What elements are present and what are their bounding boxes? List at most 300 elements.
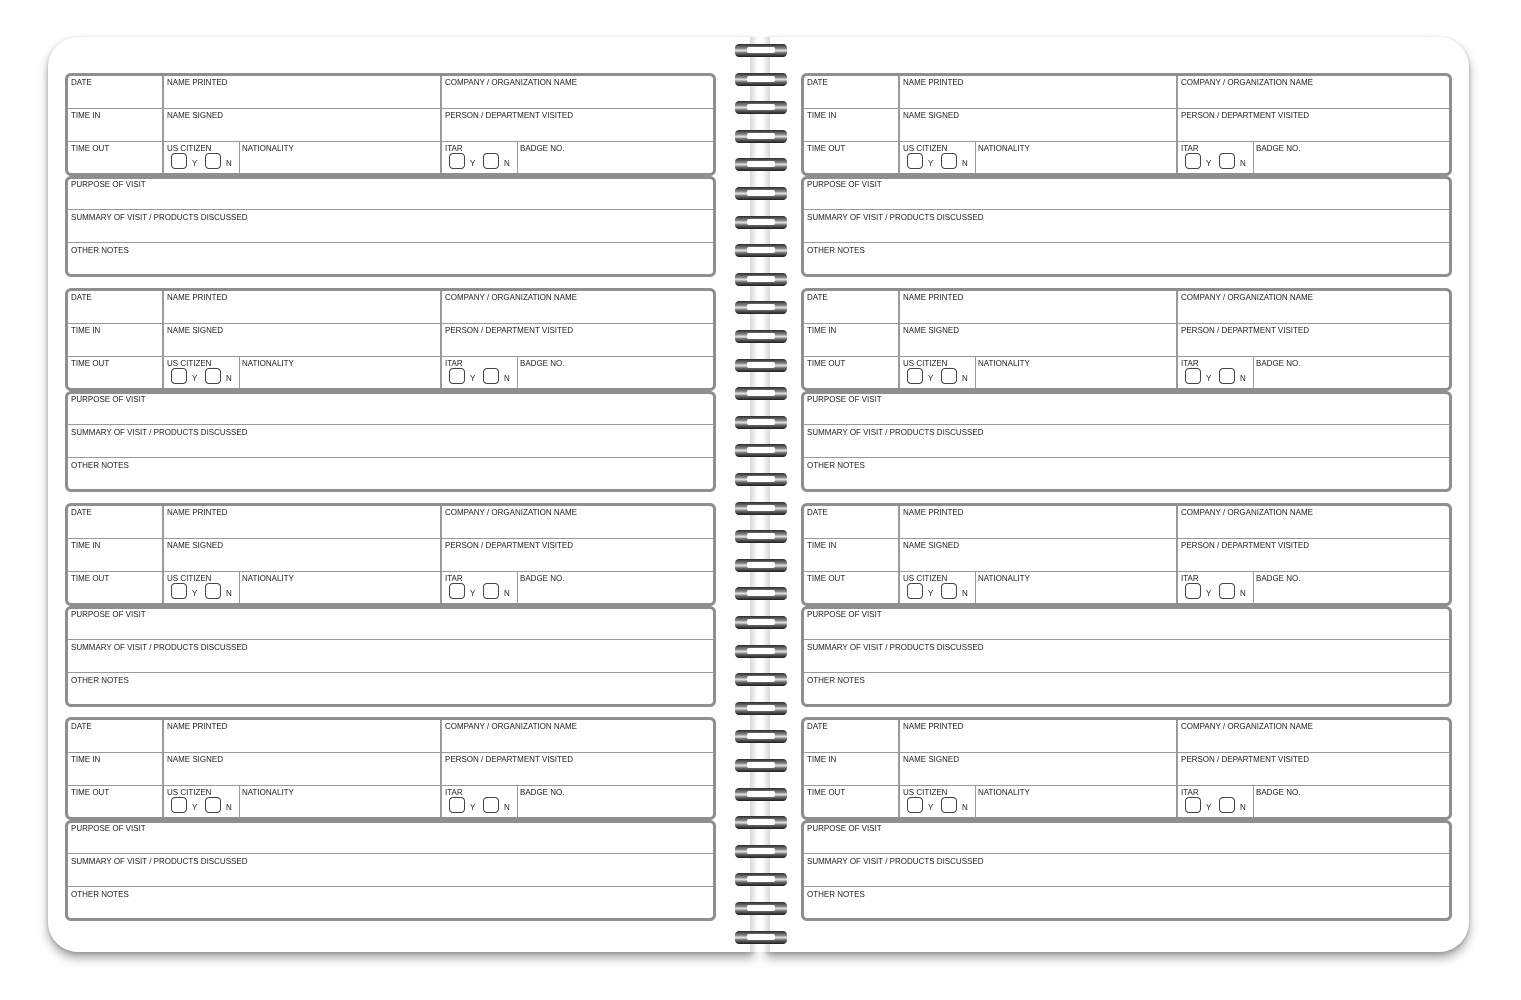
spiral-coil [733,814,789,832]
spiral-coil [733,242,789,260]
itar-no-checkbox[interactable] [483,583,499,599]
badge-no-label: BADGE NO. [520,574,565,583]
itar-yes-label: Y [470,374,476,383]
name-signed-label: NAME SIGNED [167,326,224,335]
company-label: COMPANY / ORGANIZATION NAME [445,508,578,517]
name-signed-label: NAME SIGNED [167,755,224,764]
us-citizen-yes-label: Y [928,374,934,383]
column-divider [162,291,164,388]
visit-details-box [801,391,1452,492]
column-divider [162,76,164,173]
time-out-label: TIME OUT [71,574,110,583]
itar-no-label: N [1240,803,1246,812]
binding-hole [747,905,775,911]
itar-no-checkbox[interactable] [1219,153,1235,169]
us-citizen-yes-checkbox[interactable] [171,583,187,599]
company-label: COMPANY / ORGANIZATION NAME [1181,78,1314,87]
purpose-label: PURPOSE OF VISIT [71,395,146,404]
binding-hole [747,47,775,53]
time-out-label: TIME OUT [807,144,846,153]
row-divider [68,242,713,243]
purpose-label: PURPOSE OF VISIT [807,824,882,833]
spiral-coil [733,128,789,146]
nationality-label: NATIONALITY [978,144,1030,153]
time-in-label: TIME IN [807,111,837,120]
itar-no-label: N [504,374,510,383]
summary-label: SUMMARY OF VISIT / PRODUCTS DISCUSSED [807,643,984,652]
column-divider [440,291,442,388]
us-citizen-label: US CITIZEN [167,574,212,583]
row-divider [68,785,713,786]
nationality-label: NATIONALITY [978,359,1030,368]
column-divider [898,720,900,817]
visitor-record [801,73,1452,277]
row-divider [804,853,1449,854]
column-divider [1176,76,1178,173]
us-citizen-label: US CITIZEN [903,359,948,368]
binding-hole [747,619,775,625]
person-visited-label: PERSON / DEPARTMENT VISITED [445,326,574,335]
summary-label: SUMMARY OF VISIT / PRODUCTS DISCUSSED [71,213,248,222]
binding-hole [747,934,775,940]
itar-yes-label: Y [470,803,476,812]
row-divider [68,639,713,640]
spiral-coil [733,643,789,661]
spiral-coil [733,156,789,174]
itar-no-label: N [1240,374,1246,383]
us-citizen-no-checkbox[interactable] [941,368,957,384]
date-label: DATE [807,508,828,517]
column-divider [239,357,240,388]
spiral-coil [733,614,789,632]
company-label: COMPANY / ORGANIZATION NAME [1181,722,1314,731]
badge-no-label: BADGE NO. [1256,359,1301,368]
spiral-coil [733,900,789,918]
spiral-coil [733,414,789,432]
column-divider [517,572,518,603]
binding-hole [747,447,775,453]
nationality-label: NATIONALITY [242,574,294,583]
purpose-label: PURPOSE OF VISIT [807,610,882,619]
nationality-label: NATIONALITY [242,788,294,797]
itar-yes-label: Y [1206,589,1212,598]
itar-yes-checkbox[interactable] [1185,153,1201,169]
column-divider [898,291,900,388]
binding-hole [747,533,775,539]
itar-yes-checkbox[interactable] [449,797,465,813]
itar-no-label: N [1240,589,1246,598]
binding-hole [747,390,775,396]
visitor-record [65,503,716,707]
us-citizen-yes-checkbox[interactable] [907,153,923,169]
column-divider [1253,572,1254,603]
visitor-record [65,717,716,921]
us-citizen-label: US CITIZEN [903,574,948,583]
row-divider [804,538,1449,539]
itar-yes-checkbox[interactable] [1185,583,1201,599]
itar-label: ITAR [445,788,463,797]
time-out-label: TIME OUT [807,574,846,583]
person-visited-label: PERSON / DEPARTMENT VISITED [445,541,574,550]
us-citizen-yes-label: Y [928,803,934,812]
time-in-label: TIME IN [807,326,837,335]
row-divider [804,209,1449,210]
binding-hole [747,791,775,797]
us-citizen-yes-label: Y [928,159,934,168]
badge-no-label: BADGE NO. [520,144,565,153]
us-citizen-no-checkbox[interactable] [941,797,957,813]
us-citizen-label: US CITIZEN [903,144,948,153]
us-citizen-yes-label: Y [928,589,934,598]
spiral-coil [733,700,789,718]
visit-details-box [65,176,716,277]
date-label: DATE [71,508,92,517]
itar-no-checkbox[interactable] [1219,797,1235,813]
binding-hole [747,705,775,711]
visit-details-box [65,820,716,921]
binding-hole [747,133,775,139]
binding-hole [747,648,775,654]
row-divider [804,785,1449,786]
itar-no-label: N [504,159,510,168]
visitor-record [801,503,1452,707]
us-citizen-no-label: N [962,159,968,168]
binding-hole [747,219,775,225]
visitor-info-box [65,288,716,391]
spiral-coil [733,214,789,232]
badge-no-label: BADGE NO. [520,788,565,797]
spiral-coil [733,385,789,403]
purpose-label: PURPOSE OF VISIT [807,180,882,189]
visitor-record [65,288,716,492]
company-label: COMPANY / ORGANIZATION NAME [445,78,578,87]
row-divider [804,141,1449,142]
column-divider [1253,786,1254,817]
itar-no-checkbox[interactable] [1219,583,1235,599]
purpose-label: PURPOSE OF VISIT [71,824,146,833]
us-citizen-no-checkbox[interactable] [205,797,221,813]
us-citizen-yes-label: Y [192,589,198,598]
itar-yes-checkbox[interactable] [449,153,465,169]
spiral-coil [733,299,789,317]
column-divider [239,786,240,817]
itar-yes-checkbox[interactable] [449,368,465,384]
purpose-label: PURPOSE OF VISIT [71,610,146,619]
visitor-info-box [65,717,716,820]
itar-label: ITAR [445,359,463,368]
binding-hole [747,362,775,368]
visitor-info-box [65,503,716,606]
column-divider [162,506,164,603]
visitor-info-box [801,288,1452,391]
spiral-coil [733,843,789,861]
us-citizen-no-label: N [962,589,968,598]
itar-label: ITAR [1181,574,1199,583]
row-divider [804,242,1449,243]
itar-yes-checkbox[interactable] [449,583,465,599]
badge-no-label: BADGE NO. [1256,144,1301,153]
purpose-label: PURPOSE OF VISIT [71,180,146,189]
us-citizen-no-checkbox[interactable] [205,368,221,384]
name-signed-label: NAME SIGNED [903,111,960,120]
us-citizen-label: US CITIZEN [903,788,948,797]
itar-no-checkbox[interactable] [1219,368,1235,384]
row-divider [804,886,1449,887]
name-signed-label: NAME SIGNED [167,541,224,550]
nationality-label: NATIONALITY [242,359,294,368]
spiral-coil [733,185,789,203]
us-citizen-yes-label: Y [192,159,198,168]
name-printed-label: NAME PRINTED [903,78,964,87]
us-citizen-label: US CITIZEN [167,788,212,797]
spiral-coil [733,728,789,746]
other-notes-label: OTHER NOTES [807,676,865,685]
time-in-label: TIME IN [71,755,101,764]
us-citizen-no-checkbox[interactable] [205,153,221,169]
time-out-label: TIME OUT [71,788,110,797]
itar-no-label: N [504,803,510,812]
binding-hole [747,419,775,425]
itar-no-label: N [1240,159,1246,168]
row-divider [68,209,713,210]
date-label: DATE [71,293,92,302]
itar-yes-label: Y [1206,803,1212,812]
column-divider [1253,142,1254,173]
us-citizen-yes-checkbox[interactable] [171,797,187,813]
spiral-coil [733,929,789,947]
itar-yes-label: Y [1206,374,1212,383]
us-citizen-no-checkbox[interactable] [941,153,957,169]
us-citizen-no-label: N [226,803,232,812]
binding-hole [747,304,775,310]
binding-hole [747,733,775,739]
nationality-label: NATIONALITY [242,144,294,153]
company-label: COMPANY / ORGANIZATION NAME [445,722,578,731]
name-signed-label: NAME SIGNED [167,111,224,120]
us-citizen-yes-checkbox[interactable] [171,153,187,169]
spiral-coil [733,357,789,375]
nationality-label: NATIONALITY [978,788,1030,797]
column-divider [975,786,976,817]
person-visited-label: PERSON / DEPARTMENT VISITED [445,755,574,764]
name-printed-label: NAME PRINTED [167,722,228,731]
row-divider [804,323,1449,324]
time-out-label: TIME OUT [71,359,110,368]
itar-yes-label: Y [470,159,476,168]
spiral-coil [733,42,789,60]
spiral-coil [733,71,789,89]
spiral-coil [733,328,789,346]
us-citizen-label: US CITIZEN [167,359,212,368]
visit-details-box [801,176,1452,277]
column-divider [440,720,442,817]
visitor-record [801,288,1452,492]
us-citizen-no-label: N [226,159,232,168]
person-visited-label: PERSON / DEPARTMENT VISITED [445,111,574,120]
itar-label: ITAR [1181,144,1199,153]
itar-yes-checkbox[interactable] [1185,797,1201,813]
person-visited-label: PERSON / DEPARTMENT VISITED [1181,326,1310,335]
column-divider [1176,506,1178,603]
time-out-label: TIME OUT [807,359,846,368]
name-printed-label: NAME PRINTED [167,78,228,87]
row-divider [68,141,713,142]
row-divider [68,108,713,109]
binding-hole [747,590,775,596]
visit-details-box [801,820,1452,921]
row-divider [68,424,713,425]
itar-yes-label: Y [470,589,476,598]
binding-hole [747,819,775,825]
visitor-info-box [65,73,716,176]
row-divider [68,457,713,458]
us-citizen-no-checkbox[interactable] [205,583,221,599]
row-divider [68,853,713,854]
row-divider [68,538,713,539]
column-divider [440,76,442,173]
row-divider [804,424,1449,425]
us-citizen-no-label: N [962,803,968,812]
us-citizen-yes-checkbox[interactable] [907,797,923,813]
binding-hole [747,190,775,196]
date-label: DATE [71,722,92,731]
binding-hole [747,562,775,568]
time-in-label: TIME IN [71,111,101,120]
name-printed-label: NAME PRINTED [903,508,964,517]
nationality-label: NATIONALITY [978,574,1030,583]
itar-label: ITAR [1181,788,1199,797]
binding-hole [747,276,775,282]
binding-hole [747,476,775,482]
other-notes-label: OTHER NOTES [71,676,129,685]
binding-hole [747,676,775,682]
us-citizen-no-checkbox[interactable] [941,583,957,599]
binding-hole [747,848,775,854]
visit-details-box [801,606,1452,707]
spiral-coil [733,585,789,603]
binding-hole [747,505,775,511]
visitor-record [801,717,1452,921]
summary-label: SUMMARY OF VISIT / PRODUCTS DISCUSSED [71,857,248,866]
column-divider [239,142,240,173]
spiral-coil [733,271,789,289]
spiral-coil [733,757,789,775]
column-divider [517,142,518,173]
binding-hole [747,876,775,882]
column-divider [440,506,442,603]
binding-hole [747,247,775,253]
column-divider [517,786,518,817]
row-divider [804,571,1449,572]
row-divider [68,571,713,572]
row-divider [804,639,1449,640]
us-citizen-no-label: N [962,374,968,383]
us-citizen-yes-checkbox[interactable] [907,368,923,384]
time-in-label: TIME IN [71,541,101,550]
itar-label: ITAR [445,144,463,153]
name-printed-label: NAME PRINTED [903,722,964,731]
time-in-label: TIME IN [71,326,101,335]
visit-details-box [65,391,716,492]
us-citizen-no-label: N [226,589,232,598]
other-notes-label: OTHER NOTES [807,461,865,470]
spiral-coil [733,557,789,575]
time-out-label: TIME OUT [807,788,846,797]
summary-label: SUMMARY OF VISIT / PRODUCTS DISCUSSED [71,643,248,652]
badge-no-label: BADGE NO. [1256,574,1301,583]
us-citizen-yes-checkbox[interactable] [171,368,187,384]
badge-no-label: BADGE NO. [1256,788,1301,797]
itar-label: ITAR [1181,359,1199,368]
summary-label: SUMMARY OF VISIT / PRODUCTS DISCUSSED [807,857,984,866]
purpose-label: PURPOSE OF VISIT [807,395,882,404]
summary-label: SUMMARY OF VISIT / PRODUCTS DISCUSSED [807,428,984,437]
summary-label: SUMMARY OF VISIT / PRODUCTS DISCUSSED [71,428,248,437]
column-divider [898,506,900,603]
spiral-coil [733,671,789,689]
visitor-info-box [801,503,1452,606]
visit-details-box [65,606,716,707]
date-label: DATE [807,293,828,302]
name-printed-label: NAME PRINTED [167,293,228,302]
visitor-record [65,73,716,277]
binding-hole [747,76,775,82]
binding-hole [747,762,775,768]
binding-hole [747,104,775,110]
other-notes-label: OTHER NOTES [71,461,129,470]
person-visited-label: PERSON / DEPARTMENT VISITED [1181,111,1310,120]
spiral-coil [733,471,789,489]
column-divider [517,357,518,388]
column-divider [898,76,900,173]
name-printed-label: NAME PRINTED [903,293,964,302]
itar-yes-checkbox[interactable] [1185,368,1201,384]
spiral-coil [733,871,789,889]
spiral-coil [733,786,789,804]
itar-no-checkbox[interactable] [483,368,499,384]
spiral-coil [733,528,789,546]
time-in-label: TIME IN [807,541,837,550]
binding-hole [747,161,775,167]
row-divider [804,752,1449,753]
date-label: DATE [807,78,828,87]
us-citizen-yes-checkbox[interactable] [907,583,923,599]
column-divider [1176,291,1178,388]
us-citizen-label: US CITIZEN [167,144,212,153]
row-divider [804,108,1449,109]
row-divider [804,672,1449,673]
itar-label: ITAR [445,574,463,583]
spiral-coil [733,99,789,117]
name-signed-label: NAME SIGNED [903,541,960,550]
column-divider [1176,720,1178,817]
column-divider [239,572,240,603]
other-notes-label: OTHER NOTES [71,246,129,255]
itar-no-checkbox[interactable] [483,797,499,813]
us-citizen-no-label: N [226,374,232,383]
other-notes-label: OTHER NOTES [807,246,865,255]
itar-no-checkbox[interactable] [483,153,499,169]
person-visited-label: PERSON / DEPARTMENT VISITED [1181,755,1310,764]
row-divider [68,672,713,673]
row-divider [804,356,1449,357]
company-label: COMPANY / ORGANIZATION NAME [1181,508,1314,517]
column-divider [975,572,976,603]
row-divider [804,457,1449,458]
binding-hole [747,333,775,339]
itar-yes-label: Y [1206,159,1212,168]
column-divider [975,357,976,388]
